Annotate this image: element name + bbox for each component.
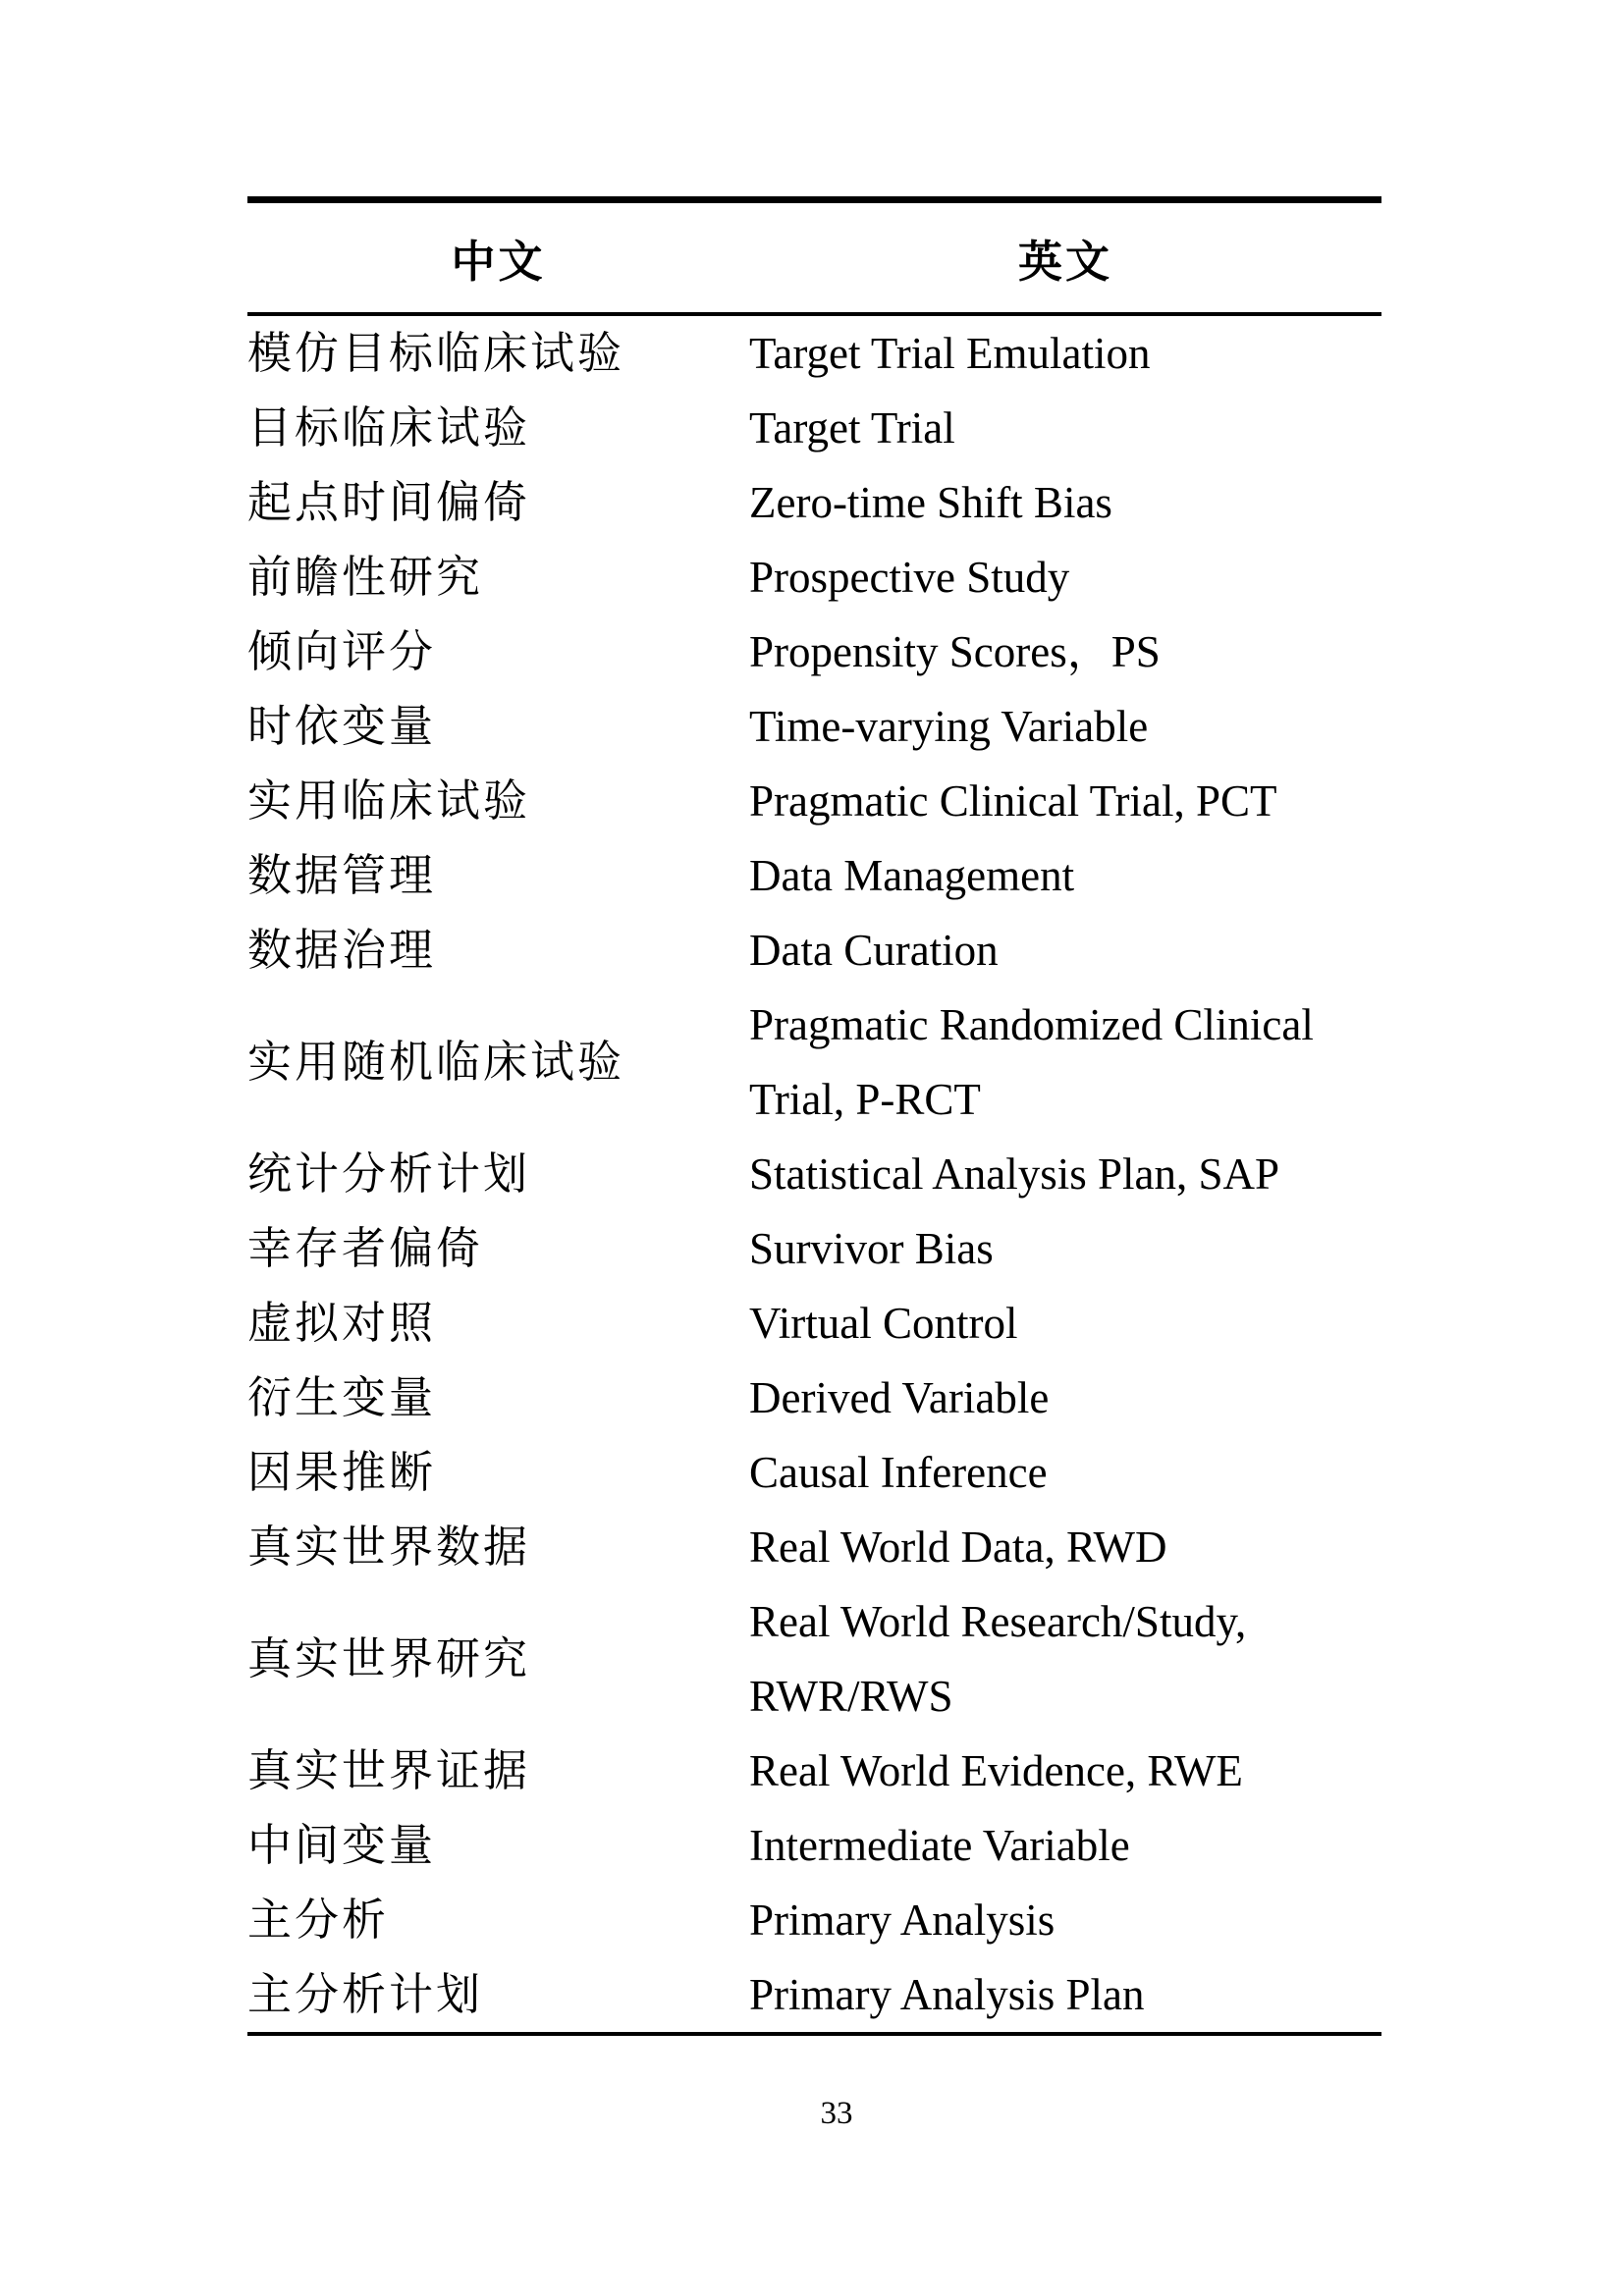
term-english: Real World Evidence, RWE xyxy=(749,1746,1243,1795)
term-chinese: 真实世界研究 xyxy=(247,1634,531,1683)
table-top-rule xyxy=(247,196,1381,203)
term-english: Pragmatic Randomized Clinical Trial, P-RCT xyxy=(749,1000,1314,1124)
term-english: Primary Analysis Plan xyxy=(749,1970,1145,2019)
table-row xyxy=(247,1883,1381,1957)
term-english: Target Trial xyxy=(749,403,955,453)
table-row xyxy=(247,1435,1381,1510)
table-row xyxy=(247,540,1381,614)
term-chinese: 衍生变量 xyxy=(247,1373,437,1422)
term-chinese: 数据管理 xyxy=(247,851,437,900)
term-english: Time-varying Variable xyxy=(749,702,1149,751)
table-row xyxy=(247,1286,1381,1361)
term-english: Target Trial Emulation xyxy=(749,329,1151,378)
term-english: Zero-time Shift Bias xyxy=(749,478,1112,527)
term-english: Real World Data, RWD xyxy=(749,1522,1167,1572)
term-chinese: 时依变量 xyxy=(247,702,437,751)
table-row xyxy=(247,1584,1381,1734)
table-row xyxy=(247,764,1381,838)
term-chinese: 实用随机临床试验 xyxy=(247,1038,625,1087)
table-bottom-rule xyxy=(247,2032,1381,2036)
table-header-row xyxy=(247,203,1381,312)
term-english: Primary Analysis xyxy=(749,1896,1056,1945)
table-row xyxy=(247,1361,1381,1435)
glossary-table xyxy=(247,196,1381,2036)
table-row xyxy=(247,1808,1381,1883)
term-chinese: 倾向评分 xyxy=(247,627,437,676)
table-row xyxy=(247,838,1381,913)
term-chinese: 实用临床试验 xyxy=(247,776,531,826)
term-english: Intermediate Variable xyxy=(749,1821,1130,1870)
term-english: Statistical Analysis Plan, SAP xyxy=(749,1149,1280,1199)
term-english: Pragmatic Clinical Trial, PCT xyxy=(749,776,1277,826)
table-row xyxy=(247,913,1381,988)
column-header-chinese: 中文 xyxy=(451,238,546,287)
page-number: 33 xyxy=(820,2096,853,2131)
term-chinese: 主分析 xyxy=(247,1896,390,1945)
term-chinese: 真实世界数据 xyxy=(247,1522,531,1572)
table-row xyxy=(247,1510,1381,1584)
term-chinese: 中间变量 xyxy=(247,1821,437,1870)
term-english: Virtual Control xyxy=(749,1299,1018,1348)
term-chinese: 真实世界证据 xyxy=(247,1746,531,1795)
term-chinese: 统计分析计划 xyxy=(247,1149,531,1199)
term-english: Prospective Study xyxy=(749,553,1070,602)
term-chinese: 幸存者偏倚 xyxy=(247,1224,484,1273)
column-header-english: 英文 xyxy=(1017,238,1112,287)
term-english: Real World Research/Study, RWR/RWS xyxy=(749,1597,1247,1721)
term-chinese: 前瞻性研究 xyxy=(247,553,484,602)
table-row xyxy=(247,614,1381,689)
table-row xyxy=(247,465,1381,540)
term-english: Data Management xyxy=(749,851,1075,900)
term-chinese: 虚拟对照 xyxy=(247,1299,437,1348)
table-row xyxy=(247,1957,1381,2032)
table-row xyxy=(247,391,1381,465)
term-chinese: 主分析计划 xyxy=(247,1970,484,2019)
term-chinese: 因果推断 xyxy=(247,1448,437,1497)
term-chinese: 模仿目标临床试验 xyxy=(247,329,625,378)
table-row xyxy=(247,316,1381,391)
table-row xyxy=(247,988,1381,1137)
term-english: Data Curation xyxy=(749,926,999,975)
term-english: Causal Inference xyxy=(749,1448,1048,1497)
table-row xyxy=(247,1734,1381,1808)
table-body xyxy=(247,316,1381,2032)
table-row xyxy=(247,1137,1381,1211)
table-row xyxy=(247,689,1381,764)
table-row xyxy=(247,1211,1381,1286)
term-english: Survivor Bias xyxy=(749,1224,994,1273)
term-chinese: 起点时间偏倚 xyxy=(247,478,531,527)
term-english: Propensity Scores，PS xyxy=(749,627,1161,676)
term-chinese: 数据治理 xyxy=(247,926,437,975)
term-english: Derived Variable xyxy=(749,1373,1050,1422)
term-chinese: 目标临床试验 xyxy=(247,403,531,453)
